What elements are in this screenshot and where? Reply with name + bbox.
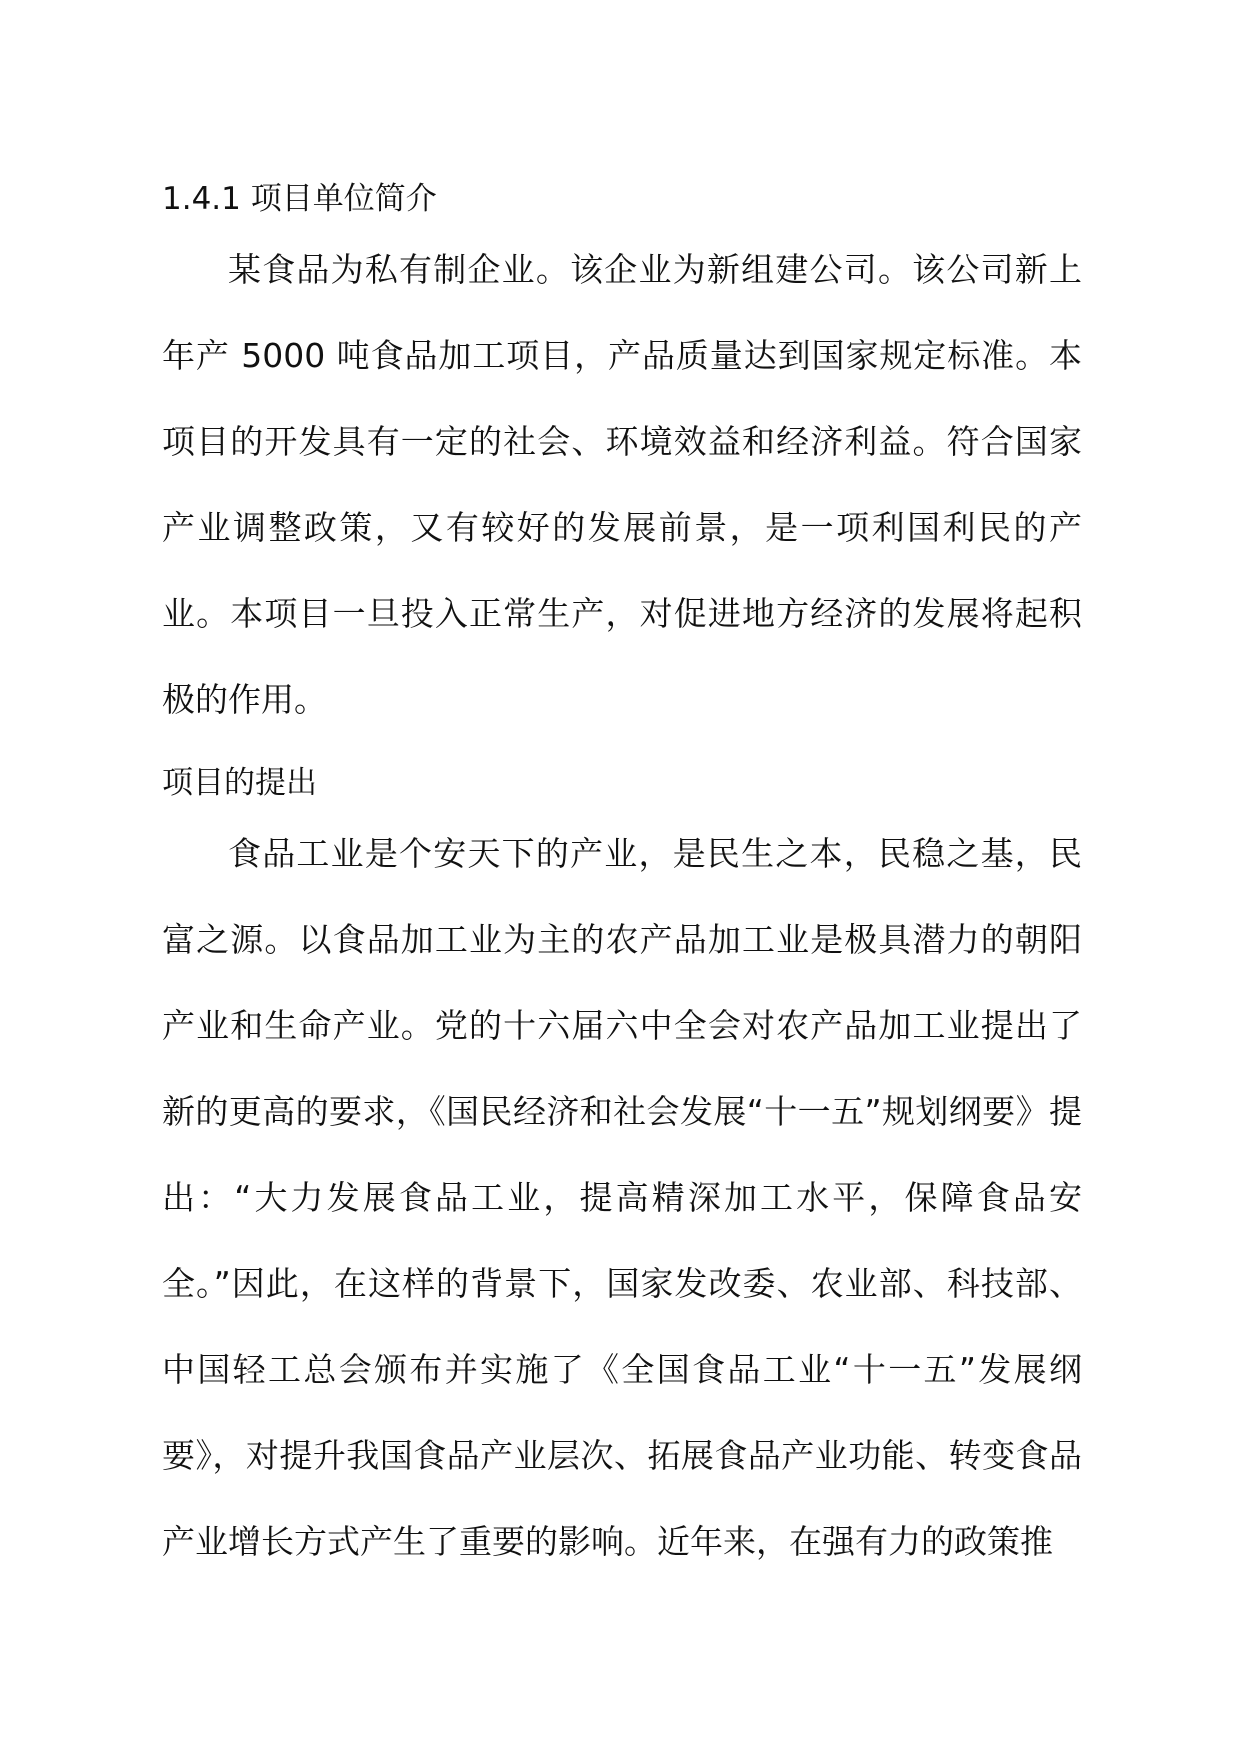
document-body: [162, 175, 1082, 1585]
paragraph-company-intro: 某食品为私有制企业。该企业为新组建公司。该公司新上年产 5000 吨食品加工项目，产品质量达到国家规定标准。本项目的开发具有一定的社会、环境效益和经济利益。符合国家产业调整政策，又有较好的发展前景，是一项利国利民的产业。本项目一旦投入正常生产，对促进地方经济的发展将起积极的作用。: [162, 250, 1082, 719]
section-heading-project-proposal: 项目的提出: [162, 765, 317, 801]
paragraph-project-proposal: 食品工业是个安天下的产业，是民生之本，民稳之基，民富之源。以食品加工业为主的农产品加工业是极具潜力的朝阳产业和生命产业。党的十六届六中全会对农产品加工业提出了新的更高的要求，《国民经济和社会发展“十一五”规划纲要》提出：“大力发展食品工业，提高精深加工水平，保障食品安全。”因此，在这样的背景下，国家发改委、农业部、科技部、中国轻工总会颁布并实施了《全国食品工业“十一五”发展纲要》，对提升我国食品产业层次、拓展食品产业功能、转变食品产业增长方式产生了重要的影响。近年来，在强有力的政策推: [162, 834, 1082, 1561]
section-heading-company-intro: 1.4.1 项目单位简介: [162, 181, 437, 217]
